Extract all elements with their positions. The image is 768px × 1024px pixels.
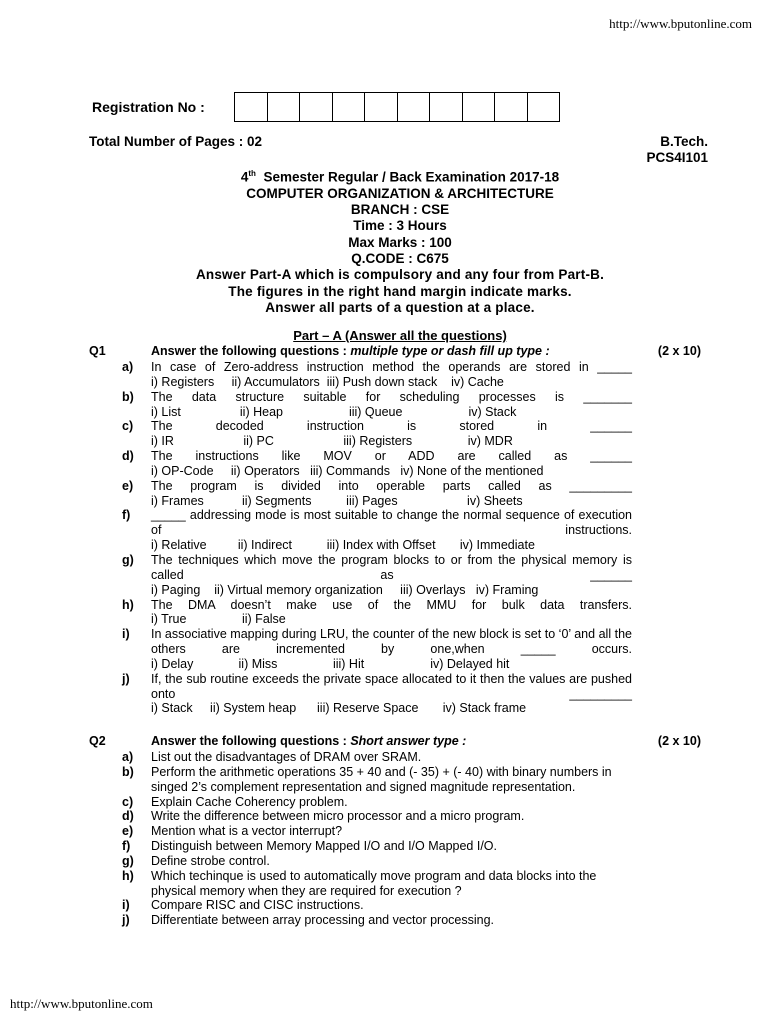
answer-options: i) OP-Code ii) Operators iii) Commands iv) None of the mentioned [151, 463, 544, 478]
item-label: b) [122, 764, 134, 779]
question-text: Perform the arithmetic operations 35 + 40 and (- 35) + (- 40) with binary numbers in singed 2’s complement representation and signed magnitude representation. [151, 764, 612, 794]
item-body [151, 750, 632, 765]
item-body [151, 765, 632, 795]
time: Time : 3 Hours [353, 218, 447, 234]
q2-item [122, 869, 632, 899]
q2-item [122, 809, 632, 824]
q1-item [122, 479, 632, 509]
item-body [151, 839, 632, 854]
item-label: c) [122, 794, 134, 809]
semester-line [100, 166, 700, 186]
registration-boxes [234, 92, 560, 122]
q2-item [122, 824, 632, 839]
degree-code-block [646, 134, 708, 166]
q2-item [122, 765, 632, 795]
question-text: The DMA doesn’t make use of the MMU for bulk data transfers. [151, 597, 632, 612]
exam-header [100, 166, 700, 316]
item-body [151, 809, 632, 824]
q1-type: multiple type or dash fill up type : [350, 344, 550, 358]
semester-sup: th [248, 169, 256, 178]
answer-options: i) Stack ii) System heap iii) Reserve Space iv) Stack frame [151, 701, 527, 716]
q2-item [122, 913, 632, 928]
item-label: e) [122, 478, 134, 493]
item-label: d) [122, 809, 134, 824]
item-body [151, 419, 632, 449]
instruction-3: Answer all parts of a question at a place. [265, 299, 535, 315]
q2-item [122, 898, 632, 913]
q2-marks: (2 x 10) [657, 734, 701, 748]
item-label: h) [122, 597, 134, 612]
answer-options: i) Paging ii) Virtual memory organization iii) Overlays iv) Framing [151, 582, 539, 597]
degree: B.Tech. [660, 134, 708, 149]
q2-instruction [151, 734, 466, 748]
answer-options: i) Delay ii) Miss iii) Hit iv) Delayed hit [151, 656, 510, 671]
item-label: a) [122, 360, 134, 374]
item-label: b) [122, 389, 134, 404]
q2-prefix: Answer the following questions : [151, 734, 351, 748]
q2-item [122, 795, 632, 810]
question-text: The instructions like MOV or ADD are called as ______ [151, 449, 632, 464]
answer-options: i) Frames ii) Segments iii) Pages iv) Sheets [151, 493, 523, 508]
q1-item [122, 553, 632, 598]
item-body [151, 627, 632, 672]
question-text: Compare RISC and CISC instructions. [151, 898, 364, 913]
item-label: d) [122, 449, 134, 464]
registration-digit-box[interactable] [268, 93, 301, 121]
registration-digit-box[interactable] [495, 93, 528, 121]
course-code: PCS4I101 [646, 150, 708, 165]
answer-options: i) Registers ii) Accumulators iii) Push down stack iv) Cache [151, 374, 504, 389]
q1-item [122, 598, 632, 628]
question-text: If, the sub routine exceeds the private space allocated to it then the values are pushed onto _________ [151, 671, 632, 701]
answer-options: i) List ii) Heap iii) Queue iv) Stack [151, 404, 517, 419]
question-text: The decoded instruction is stored in ______ [151, 419, 632, 434]
question-text: _____ addressing mode is most suitable to change the normal sequence of execution of instructions. [151, 508, 632, 538]
question-text: Define strobe control. [151, 853, 270, 868]
question-text: Differentiate between array processing and vector processing. [151, 913, 495, 928]
question-text: Explain Cache Coherency problem. [151, 794, 348, 809]
item-label: f) [122, 839, 131, 854]
item-label: f) [122, 508, 131, 523]
item-body [151, 854, 632, 869]
question-text: Write the difference between micro processor and a micro program. [151, 809, 525, 824]
question-text: Mention what is a vector interrupt? [151, 824, 343, 839]
registration-digit-box[interactable] [528, 93, 560, 121]
q1-number: Q1 [89, 344, 106, 358]
registration-digit-box[interactable] [463, 93, 496, 121]
q1-items [122, 360, 632, 716]
item-body [151, 598, 632, 628]
instruction-1: Answer Part-A which is compulsory and any four from Part-B. [195, 267, 605, 283]
source-url-top[interactable]: http://www.bputonline.com [609, 16, 752, 31]
item-body [151, 390, 632, 420]
subject-title: COMPUTER ORGANIZATION & ARCHITECTURE [246, 185, 554, 201]
item-body [151, 795, 632, 810]
branch: BRANCH : CSE [350, 202, 450, 218]
instruction-2: The figures in the right hand margin indicate marks. [228, 283, 572, 299]
q2-item [122, 750, 632, 765]
item-body [151, 508, 632, 553]
item-body [151, 553, 632, 598]
item-label: j) [122, 671, 130, 686]
semester-num: 4 [240, 169, 249, 185]
item-label: g) [122, 853, 134, 868]
q2-number: Q2 [89, 734, 106, 748]
question-text: In associative mapping during LRU, the counter of the new block is set to ‘0’ and all the others are incremented by one,when _____ occurs. [151, 627, 632, 657]
part-a-title: Part – A (Answer all the questions) [293, 328, 507, 343]
q1-prefix: Answer the following questions : [151, 344, 351, 358]
item-body [151, 360, 632, 390]
qcode: Q.CODE : C675 [351, 250, 449, 266]
q1-item [122, 508, 632, 553]
item-body [151, 479, 632, 509]
q1-item [122, 449, 632, 479]
item-label: e) [122, 824, 134, 839]
item-label: j) [122, 913, 130, 928]
q1-item [122, 627, 632, 672]
total-pages: Total Number of Pages : 02 [89, 134, 263, 149]
q2-item [122, 839, 632, 854]
registration-row [92, 92, 560, 122]
q1-item [122, 390, 632, 420]
registration-digit-box[interactable] [398, 93, 431, 121]
registration-digit-box[interactable] [365, 93, 398, 121]
item-label: i) [122, 898, 130, 913]
q1-item [122, 419, 632, 449]
item-label: i) [122, 627, 130, 642]
item-body [151, 913, 632, 928]
q2-item [122, 854, 632, 869]
question-text: In case of Zero-address instruction method the operands are stored in _____ [151, 360, 632, 374]
item-label: h) [122, 868, 134, 883]
registration-digit-box[interactable] [300, 93, 333, 121]
q1-item [122, 360, 632, 390]
q2-items [122, 750, 632, 928]
q1-item [122, 672, 632, 717]
q2-type: Short answer type : [350, 734, 467, 748]
item-body [151, 898, 632, 913]
answer-options: i) True ii) False [151, 612, 286, 627]
registration-digit-box[interactable] [430, 93, 463, 121]
item-body [151, 869, 632, 899]
registration-digit-box[interactable] [235, 93, 268, 121]
item-body [151, 672, 632, 717]
question-text: List out the disadvantages of DRAM over SRAM. [151, 750, 422, 764]
item-label: a) [122, 750, 134, 764]
question-text: The data structure suitable for scheduling processes is _______ [151, 389, 632, 404]
semester-rest: Semester Regular / Back Examination 2017-18 [263, 169, 560, 185]
question-text: The program is divided into operable parts called as _________ [151, 478, 632, 493]
answer-options: i) Relative ii) Indirect iii) Index with Offset iv) Immediate [151, 538, 535, 553]
question-text: Distinguish between Memory Mapped I/O and I/O Mapped I/O. [151, 839, 498, 854]
item-label: g) [122, 552, 134, 567]
answer-options: i) IR ii) PC iii) Registers iv) MDR [151, 434, 513, 449]
question-text: The techniques which move the program blocks to or from the physical memory is called as ______ [151, 552, 632, 582]
registration-digit-box[interactable] [333, 93, 366, 121]
item-body [151, 449, 632, 479]
item-label: c) [122, 419, 134, 434]
max-marks: Max Marks : 100 [348, 234, 452, 250]
q1-instruction [151, 344, 550, 358]
item-body [151, 824, 632, 839]
q1-marks: (2 x 10) [657, 344, 701, 358]
question-text: Which techinque is used to automatically move program and data blocks into the physical memory when they are required for execution ? [151, 868, 597, 898]
source-url-bottom[interactable]: http://www.bputonline.com [10, 996, 153, 1011]
registration-label: Registration No : [92, 99, 205, 115]
